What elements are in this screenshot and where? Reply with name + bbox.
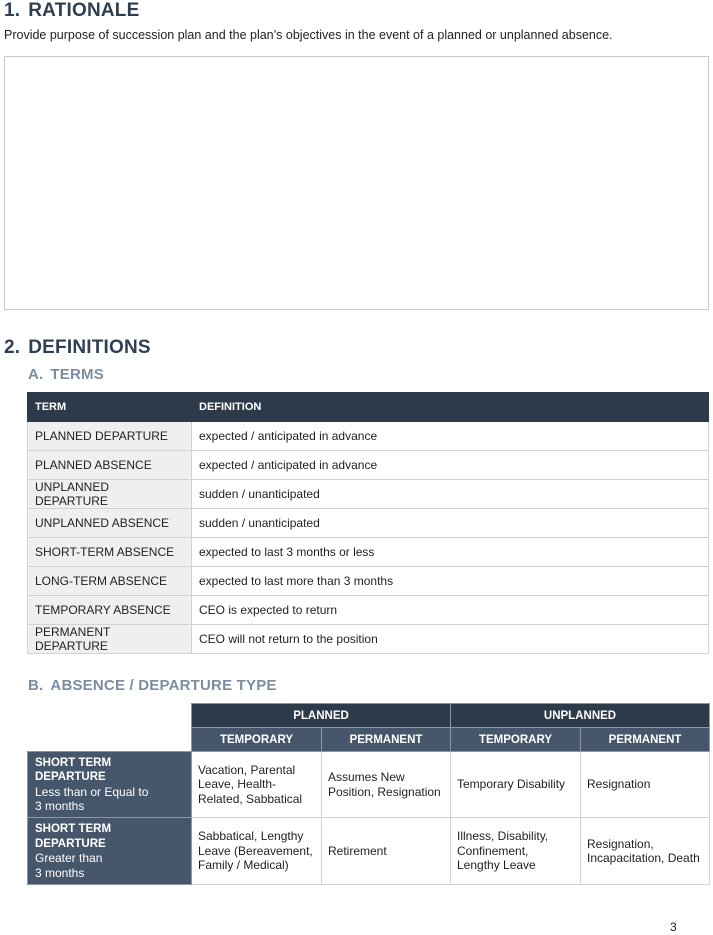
table-row	[28, 451, 709, 480]
table-row	[28, 422, 709, 451]
definition-cell: sudden / unanticipated	[192, 480, 709, 509]
term-cell: PERMANENT DEPARTURE	[28, 625, 192, 654]
sub-header-planned-temporary: TEMPORARY	[192, 728, 322, 752]
definition-cell: expected to last more than 3 months	[192, 567, 709, 596]
terms-header-definition: DEFINITION	[192, 393, 709, 422]
subsection-b-title: ABSENCE / DEPARTURE TYPE	[50, 677, 277, 694]
section-2-heading	[4, 337, 151, 359]
subsection-a-letter: A.	[28, 366, 44, 383]
table-cell: Retirement	[322, 818, 451, 885]
table-cell: Vacation, Parental Leave, Health-Related, Sabbatical	[192, 752, 322, 818]
section-2-number: 2.	[4, 337, 21, 358]
definition-cell: CEO is expected to return	[192, 596, 709, 625]
table-row	[28, 567, 709, 596]
table-row	[28, 480, 709, 509]
empty-corner-cell	[28, 728, 192, 752]
row-header	[28, 752, 192, 818]
term-cell: LONG-TERM ABSENCE	[28, 567, 192, 596]
sub-header-unplanned-permanent: PERMANENT	[581, 728, 710, 752]
subsection-a-title: TERMS	[50, 366, 104, 383]
row-header-description: Greater than 3 months	[35, 851, 103, 880]
table-cell: Sabbatical, Lengthy Leave (Bereavement, Family / Medical)	[192, 818, 322, 885]
group-header-row	[28, 704, 710, 728]
subsection-a-heading	[28, 366, 104, 383]
table-row	[28, 509, 709, 538]
row-header-title: SHORT TERM DEPARTURE	[35, 823, 112, 850]
term-cell: UNPLANNED DEPARTURE	[28, 480, 192, 509]
term-cell: SHORT-TERM ABSENCE	[28, 538, 192, 567]
definition-cell: sudden / unanticipated	[192, 509, 709, 538]
table-row	[28, 752, 710, 818]
definition-cell: expected to last 3 months or less	[192, 538, 709, 567]
section-1-number: 1.	[4, 0, 21, 21]
terms-header-term: TERM	[28, 393, 192, 422]
table-cell: Assumes New Position, Resignation	[322, 752, 451, 818]
term-cell: PLANNED DEPARTURE	[28, 422, 192, 451]
page-number: 3	[670, 920, 677, 934]
section-2-title: DEFINITIONS	[28, 337, 151, 358]
section-1-title: RATIONALE	[28, 0, 140, 21]
table-cell: Illness, Disability, Confinement, Lengthy Leave	[451, 818, 581, 885]
definition-cell: CEO will not return to the position	[192, 625, 709, 654]
sub-header-unplanned-temporary: TEMPORARY	[451, 728, 581, 752]
definition-cell: expected / anticipated in advance	[192, 422, 709, 451]
table-cell: Resignation, Incapacitation, Death	[581, 818, 710, 885]
row-header-title: SHORT TERM DEPARTURE	[35, 756, 112, 783]
table-row	[28, 538, 709, 567]
table-row	[28, 596, 709, 625]
table-cell: Resignation	[581, 752, 710, 818]
term-cell: PLANNED ABSENCE	[28, 451, 192, 480]
absence-departure-table	[27, 703, 710, 885]
terms-table	[27, 392, 709, 654]
term-cell: TEMPORARY ABSENCE	[28, 596, 192, 625]
sub-header-row	[28, 728, 710, 752]
empty-corner-cell	[28, 704, 192, 728]
table-row	[28, 625, 709, 654]
table-cell: Temporary Disability	[451, 752, 581, 818]
terms-header-row	[28, 393, 709, 422]
row-header	[28, 818, 192, 885]
row-header-description: Less than or Equal to 3 months	[35, 784, 149, 813]
section-1-heading	[4, 0, 139, 22]
subsection-b-heading	[28, 677, 277, 694]
group-header-unplanned: UNPLANNED	[451, 704, 710, 728]
rationale-instruction: Provide purpose of succession plan and the plan’s objectives in the event of a planned or unplanned absence.	[4, 28, 613, 42]
term-cell: UNPLANNED ABSENCE	[28, 509, 192, 538]
table-row	[28, 818, 710, 885]
rationale-text-box[interactable]	[4, 56, 709, 310]
definition-cell: expected / anticipated in advance	[192, 451, 709, 480]
group-header-planned: PLANNED	[192, 704, 451, 728]
sub-header-planned-permanent: PERMANENT	[322, 728, 451, 752]
subsection-b-letter: B.	[28, 677, 44, 694]
